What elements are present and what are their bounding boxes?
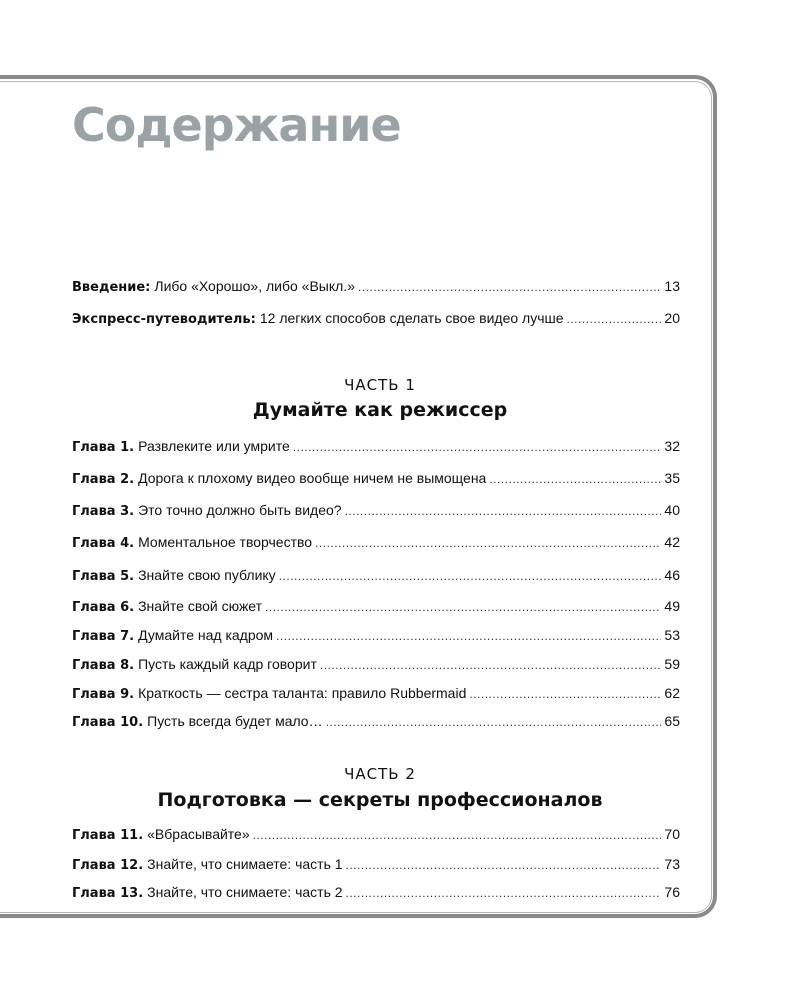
toc-chapter-9[interactable]: [72, 684, 680, 702]
toc-entry-label: Глава 6.: [72, 600, 135, 615]
toc-entry-label: Введение:: [72, 280, 151, 295]
toc-entry-title: Развлеките или умрите: [138, 438, 290, 454]
toc-entry-page: 35: [664, 470, 680, 486]
toc-entry-express-guide[interactable]: [72, 309, 680, 327]
page-title: Содержание: [72, 98, 401, 152]
dot-leader: [293, 438, 662, 455]
toc-entry-page: 73: [664, 856, 680, 872]
toc-entry-page: 49: [664, 598, 680, 614]
toc-entry-title: Краткость — сестра таланта: правило Rubbermaid: [138, 685, 467, 701]
dot-leader: [253, 826, 662, 843]
dot-leader: [279, 567, 662, 584]
toc-entry-label: Глава 1.: [72, 440, 135, 455]
toc-entry-label: Глава 10.: [72, 715, 144, 730]
toc-entry-label: Глава 5.: [72, 569, 135, 584]
dot-leader: [489, 470, 661, 487]
toc-entry-label: Глава 11.: [72, 828, 144, 843]
toc-entry-page: 53: [664, 627, 680, 643]
toc-entry-title: Знайте, что снимаете: часть 1: [147, 856, 343, 872]
toc-entry-page: 70: [664, 826, 680, 842]
dot-leader: [469, 685, 661, 702]
toc-entry-title: Либо «Хорошо», либо «Выкл.»: [154, 278, 355, 294]
dot-leader: [358, 278, 661, 295]
toc-entry-title: «Вбрасывайте»: [147, 826, 250, 842]
toc-entry-title: Знайте свой сюжет: [138, 598, 263, 614]
toc-entry-page: 20: [664, 310, 680, 326]
toc-entry-page: 42: [664, 534, 680, 550]
toc-entry-label: Глава 8.: [72, 658, 135, 673]
toc-entry-page: 46: [664, 567, 680, 583]
part-1-number: ЧАСТЬ 1: [344, 376, 416, 394]
toc-chapter-5[interactable]: [72, 566, 680, 584]
dot-leader: [265, 598, 661, 615]
toc-entry-label: Глава 12.: [72, 858, 144, 873]
toc-entry-label: Глава 7.: [72, 629, 135, 644]
toc-entry-page: 59: [664, 656, 680, 672]
toc-chapter-4[interactable]: [72, 533, 680, 551]
dot-leader: [346, 856, 662, 873]
toc-entry-page: 13: [664, 278, 680, 294]
toc-entry-title: Думайте над кадром: [138, 627, 274, 643]
dot-leader: [320, 656, 662, 673]
dot-leader: [276, 627, 661, 644]
toc-entry-title: Знайте, что снимаете: часть 2: [147, 884, 343, 900]
toc-entry-label: Глава 2.: [72, 472, 135, 487]
dot-leader: [345, 502, 662, 519]
toc-chapter-10[interactable]: [72, 712, 680, 730]
toc-entry-title: Пусть каждый кадр говорит: [138, 656, 317, 672]
toc-chapter-2[interactable]: [72, 469, 680, 487]
toc-entry-label: Экспресс-путеводитель:: [72, 312, 256, 327]
toc-entry-page: 62: [664, 685, 680, 701]
dot-leader: [567, 310, 662, 327]
part-2-number: ЧАСТЬ 2: [344, 765, 416, 783]
toc-chapter-11[interactable]: [72, 825, 680, 843]
toc-chapter-13[interactable]: [72, 883, 680, 901]
toc-entry-title: Это точно должно быть видео?: [138, 502, 342, 518]
part-2-title: Подготовка — секреты профессионалов: [157, 789, 603, 811]
toc-chapter-7[interactable]: [72, 626, 680, 644]
part-1-title: Думайте как режиссер: [252, 399, 508, 421]
toc-entry-label: Глава 13.: [72, 886, 144, 901]
toc-entry-label: Глава 3.: [72, 504, 135, 519]
toc-entry-page: 32: [664, 438, 680, 454]
toc-chapter-3[interactable]: [72, 501, 680, 519]
toc-entry-title: 12 легких способов сделать свое видео лучше: [259, 310, 564, 326]
toc-entry-label: Глава 4.: [72, 536, 135, 551]
dot-leader: [315, 534, 661, 551]
toc-entry-page: 40: [664, 502, 680, 518]
toc-chapter-8[interactable]: [72, 655, 680, 673]
toc-chapter-1[interactable]: [72, 437, 680, 455]
toc-entry-page: 76: [664, 884, 680, 900]
toc-entry-page: 65: [664, 713, 680, 729]
toc-entry-title: Дорога к плохому видео вообще ничем не вымощена: [138, 470, 487, 486]
toc-chapter-6[interactable]: [72, 597, 680, 615]
dot-leader: [326, 713, 662, 730]
toc-entry-title: Знайте свою публику: [138, 567, 276, 583]
toc-entry-label: Глава 9.: [72, 687, 135, 702]
toc-entry-title: Моментальное творчество: [138, 534, 313, 550]
toc-entry-title: Пусть всегда будет мало…: [147, 713, 323, 729]
toc-entry-introduction[interactable]: [72, 277, 680, 295]
dot-leader: [346, 884, 662, 901]
toc-chapter-12[interactable]: [72, 855, 680, 873]
